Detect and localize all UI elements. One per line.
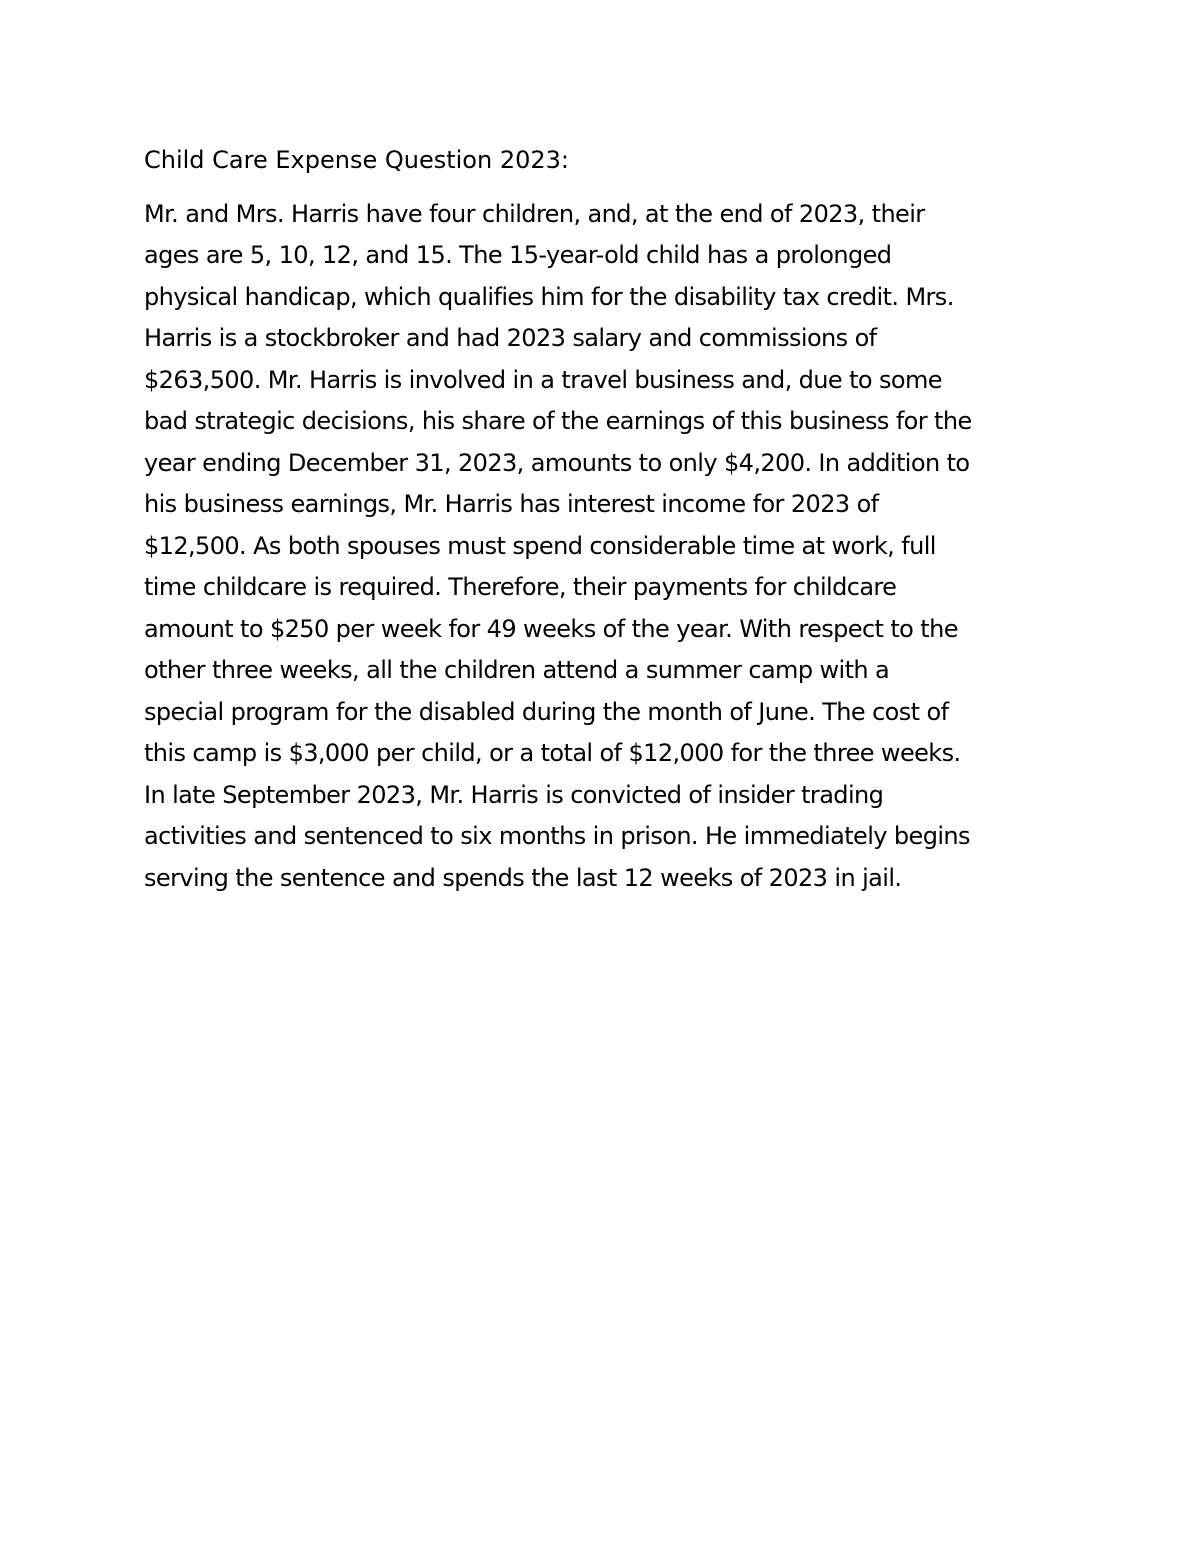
paragraph-line: Mr. and Mrs. Harris have four children, and, at the end of 2023, their — [144, 199, 925, 228]
paragraph-line: special program for the disabled during the month of June. The cost of — [144, 697, 949, 726]
paragraph-line: other three weeks, all the children attend a summer camp with a — [144, 656, 890, 684]
paragraph-line: Harris is a stockbroker and had 2023 salary and commissions of — [144, 324, 877, 352]
paragraph-line: this camp is $3,000 per child, or a total of $12,000 for the three weeks. — [144, 739, 961, 767]
question-paragraph — [144, 194, 1064, 900]
paragraph-line: time childcare is required. Therefore, their payments for childcare — [144, 573, 897, 601]
paragraph-line: physical handicap, which qualifies him for the disability tax credit. Mrs. — [144, 282, 954, 311]
paragraph-line: $263,500. Mr. Harris is involved in a travel business and, due to some — [144, 365, 942, 394]
paragraph-line: his business earnings, Mr. Harris has interest income for 2023 of — [144, 490, 879, 518]
paragraph-line: activities and sentenced to six months in prison. He immediately begins — [144, 822, 970, 850]
document-body — [144, 140, 1064, 899]
paragraph-line: bad strategic decisions, his share of the earnings of this business for the — [144, 407, 972, 435]
paragraph-line: ages are 5, 10, 12, and 15. The 15-year-old child has a prolonged — [144, 241, 892, 269]
paragraph-line: amount to $250 per week for 49 weeks of the year. With respect to the — [144, 614, 958, 643]
paragraph-line: In late September 2023, Mr. Harris is convicted of insider trading — [144, 780, 884, 809]
paragraph-line: $12,500. As both spouses must spend considerable time at work, full — [144, 531, 936, 560]
document-title: Child Care Expense Question 2023: — [144, 146, 569, 174]
paragraph-line: serving the sentence and spends the last 12 weeks of 2023 in jail. — [144, 863, 902, 892]
paragraph-line: year ending December 31, 2023, amounts to only $4,200. In addition to — [144, 448, 970, 477]
